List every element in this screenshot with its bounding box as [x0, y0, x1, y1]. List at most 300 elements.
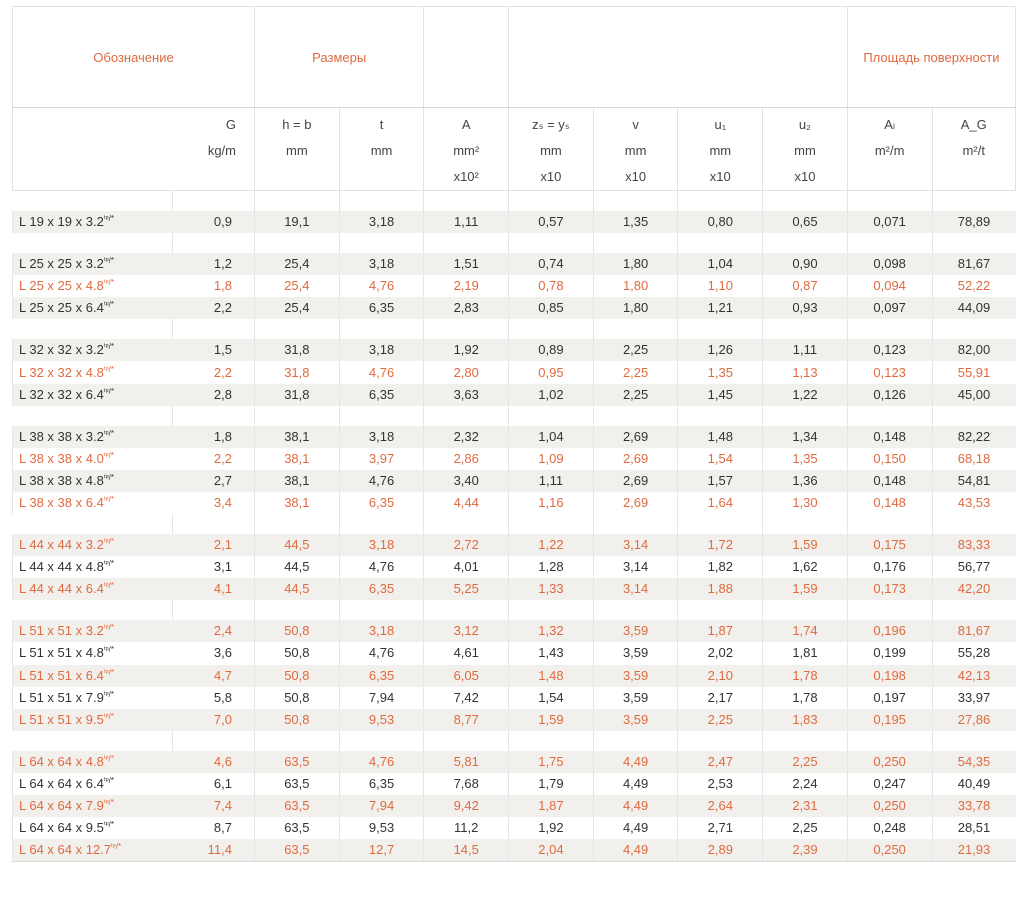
value-cell-g: 1,8 — [213, 278, 232, 294]
value-cell-v: 4,49 — [593, 817, 678, 839]
table-row — [13, 297, 1016, 319]
value-cell-u1: 2,64 — [678, 795, 763, 817]
spacer-cell — [424, 319, 509, 339]
section-name: L 32 x 32 x 4.8 — [19, 364, 104, 380]
value-cell-hb: 50,8 — [255, 709, 340, 731]
header-designation: Обозначение — [13, 7, 255, 108]
unit-header-a — [424, 108, 509, 191]
spacer-cell — [173, 191, 255, 212]
section-designation — [13, 817, 173, 839]
value-cell-g: 3,6 — [213, 645, 232, 661]
value-cell-u1: 1,48 — [678, 426, 763, 448]
value-cell-al: 0,196 — [847, 620, 932, 642]
section-designation — [13, 534, 173, 556]
value-cell-hb: 38,1 — [255, 448, 340, 470]
spacer-cell — [339, 319, 424, 339]
value-cell-a: 1,92 — [424, 339, 509, 361]
unit-header-t — [339, 108, 424, 191]
header-group-row — [13, 7, 1016, 108]
table-row — [13, 839, 1016, 862]
value-cell-v: 4,49 — [593, 751, 678, 773]
value-cell-t: 4,76 — [339, 556, 424, 578]
value-cell-g: 5,8 — [213, 689, 232, 705]
unit-line: u₂ — [798, 117, 812, 132]
value-cell-zy: 1,79 — [509, 773, 594, 795]
unit-line: mm — [540, 143, 562, 158]
section-note-mark: ᵗᵖ/* — [103, 645, 114, 655]
value-cell-g: 3,4 — [213, 494, 232, 510]
value-cell-ag: 54,35 — [932, 751, 1016, 773]
unit-line: m²/t — [962, 143, 985, 158]
value-cell-a: 4,44 — [424, 492, 509, 514]
spacer-cell — [509, 600, 594, 620]
table-row — [13, 211, 1016, 233]
section-note-mark: ᵗᵖ/* — [103, 711, 114, 721]
value-cell-v: 3,59 — [593, 687, 678, 709]
spacer-cell — [255, 600, 340, 620]
value-cell-v: 2,25 — [593, 361, 678, 383]
value-cell-u2: 2,24 — [763, 773, 848, 795]
value-cell-v: 3,14 — [593, 556, 678, 578]
value-cell-hb: 44,5 — [255, 534, 340, 556]
section-name: L 32 x 32 x 6.4 — [19, 386, 104, 402]
section-name: L 32 x 32 x 3.2 — [19, 342, 104, 358]
table-row — [13, 620, 1016, 642]
value-cell-al: 0,248 — [847, 817, 932, 839]
value-cell-g: 1,8 — [173, 426, 255, 448]
value-cell-t: 4,76 — [339, 470, 424, 492]
value-cell-t: 4,76 — [339, 361, 424, 383]
unit-header-zy — [509, 108, 594, 191]
value-cell-hb: 19,1 — [255, 211, 340, 233]
value-cell-g: 6,1 — [213, 775, 232, 791]
value-cell-u1: 0,80 — [678, 211, 763, 233]
value-cell-al: 0,148 — [847, 426, 932, 448]
section-note-mark: ᵗᵖ/* — [103, 300, 114, 310]
value-cell-g: 7,4 — [173, 795, 255, 817]
value-cell-a: 2,72 — [424, 534, 509, 556]
value-cell-hb: 63,5 — [255, 817, 340, 839]
value-cell-t: 6,35 — [339, 384, 424, 406]
section-note-mark: ᵗᵖ/* — [103, 214, 114, 224]
value-cell-ag: 42,20 — [932, 578, 1016, 600]
value-cell-hb: 44,5 — [255, 578, 340, 600]
section-note-mark: ᵗᵖ/* — [103, 494, 114, 504]
spacer-cell — [763, 319, 848, 339]
value-cell-a: 3,12 — [424, 620, 509, 642]
group-spacer-row — [13, 319, 1016, 339]
value-cell-a: 2,32 — [424, 426, 509, 448]
value-cell-g: 3,1 — [213, 559, 232, 575]
value-cell-a: 4,61 — [424, 642, 509, 664]
value-cell-u1: 1,82 — [678, 556, 763, 578]
table-row — [13, 426, 1016, 448]
value-cell-u1: 1,54 — [678, 448, 763, 470]
value-cell-t: 3,18 — [339, 426, 424, 448]
spacer-cell — [932, 191, 1016, 212]
unit-header-g — [173, 108, 255, 191]
value-cell-zy: 1,75 — [509, 751, 594, 773]
value-cell-u1: 2,53 — [678, 773, 763, 795]
value-cell-zy: 1,04 — [509, 426, 594, 448]
header-unit-row — [13, 108, 1016, 191]
value-cell-u2: 0,93 — [763, 297, 848, 319]
section-designation — [13, 253, 173, 275]
spacer-cell — [847, 731, 932, 751]
section-name: L 51 x 51 x 7.9 — [19, 689, 104, 705]
value-cell-v: 4,49 — [593, 795, 678, 817]
group-spacer-row — [13, 191, 1016, 212]
value-cell-hb: 63,5 — [255, 795, 340, 817]
value-cell-al: 0,126 — [847, 384, 932, 406]
value-cell-u2: 1,11 — [763, 339, 848, 361]
table-row — [13, 275, 1016, 297]
section-designation — [13, 275, 173, 297]
value-cell-ag: 68,18 — [932, 448, 1016, 470]
value-cell-al: 0,123 — [847, 361, 932, 383]
spacer-cell — [593, 600, 678, 620]
value-cell-a: 9,42 — [424, 795, 509, 817]
value-cell-a: 14,5 — [424, 839, 509, 862]
value-cell-zy: 1,59 — [509, 709, 594, 731]
spacer-cell — [255, 514, 340, 534]
unit-line: A_G — [960, 117, 987, 132]
value-cell-al: 0,148 — [847, 470, 932, 492]
section-name: L 44 x 44 x 6.4 — [19, 581, 104, 597]
value-cell-u1: 2,71 — [678, 817, 763, 839]
value-cell-al: 0,094 — [847, 275, 932, 297]
value-cell-hb: 31,8 — [255, 384, 340, 406]
value-cell-zy: 0,57 — [509, 211, 594, 233]
unit-line: u₁ — [714, 117, 727, 132]
spacer-cell — [678, 731, 763, 751]
section-note-mark: ᵗᵖ/* — [103, 623, 114, 633]
spacer-cell — [847, 191, 932, 212]
table-row — [13, 578, 1016, 600]
value-cell-u2: 1,30 — [763, 492, 848, 514]
value-cell-u1: 2,89 — [678, 839, 763, 862]
spacer-cell — [255, 233, 340, 253]
section-name: L 64 x 64 x 9.5 — [19, 820, 104, 836]
spacer-cell — [763, 406, 848, 426]
spacer-cell — [13, 319, 173, 339]
value-cell-al: 0,247 — [847, 773, 932, 795]
value-cell-ag: 43,53 — [932, 492, 1016, 514]
spacer-cell — [173, 233, 255, 253]
spacer-cell — [13, 191, 173, 212]
value-cell-v: 4,49 — [593, 773, 678, 795]
unit-line: kg/m — [207, 143, 236, 158]
value-cell-v: 2,69 — [593, 492, 678, 514]
value-cell-hb: 63,5 — [255, 773, 340, 795]
value-cell-t: 3,18 — [339, 253, 424, 275]
spacer-cell — [339, 600, 424, 620]
value-cell-v: 1,80 — [593, 253, 678, 275]
section-note-mark: ᵗᵖ/* — [103, 820, 114, 830]
value-cell-a: 8,77 — [424, 709, 509, 731]
value-cell-g: 1,5 — [173, 339, 255, 361]
spacer-cell — [678, 406, 763, 426]
value-cell-zy: 0,89 — [509, 339, 594, 361]
unit-line: mm² — [453, 143, 480, 158]
spacer-cell — [339, 191, 424, 212]
group-spacer-row — [13, 600, 1016, 620]
spacer-cell — [763, 233, 848, 253]
section-designation — [13, 556, 173, 578]
value-cell-u1: 1,87 — [678, 620, 763, 642]
unit-line: t — [379, 117, 384, 132]
value-cell-a: 2,19 — [424, 275, 509, 297]
spacer-cell — [678, 191, 763, 212]
value-cell-u2: 1,78 — [763, 687, 848, 709]
spacer-cell — [593, 191, 678, 212]
value-cell-t: 4,76 — [339, 751, 424, 773]
spacer-cell — [509, 319, 594, 339]
value-cell-ag: 54,81 — [932, 470, 1016, 492]
value-cell-t: 4,76 — [339, 275, 424, 297]
section-note-mark: ᵗᵖ/* — [103, 537, 114, 547]
table-row — [13, 642, 1016, 664]
value-cell-u1: 2,47 — [678, 751, 763, 773]
value-cell-zy: 1,54 — [509, 687, 594, 709]
value-cell-al: 0,173 — [847, 578, 932, 600]
section-name: L 44 x 44 x 4.8 — [19, 559, 104, 575]
spacer-cell — [932, 319, 1016, 339]
section-note-mark: ᵗᵖ/* — [103, 364, 114, 374]
value-cell-u1: 1,04 — [678, 253, 763, 275]
value-cell-u1: 1,72 — [678, 534, 763, 556]
value-cell-hb: 25,4 — [255, 275, 340, 297]
unit-line: v — [632, 117, 639, 132]
value-cell-g: 2,8 — [173, 384, 255, 406]
header-surface-area: Площадь поверхности — [847, 7, 1015, 108]
table-row — [13, 253, 1016, 275]
value-cell-u1: 1,10 — [678, 275, 763, 297]
value-cell-v: 4,49 — [593, 839, 678, 862]
value-cell-u1: 2,10 — [678, 665, 763, 687]
section-designation — [13, 384, 173, 406]
value-cell-a: 4,01 — [424, 556, 509, 578]
value-cell-u2: 1,59 — [763, 534, 848, 556]
value-cell-a: 1,51 — [424, 253, 509, 275]
value-cell-zy: 1,22 — [509, 534, 594, 556]
section-name: L 25 x 25 x 4.8 — [19, 278, 104, 294]
value-cell-al: 0,123 — [847, 339, 932, 361]
spacer-cell — [424, 406, 509, 426]
spacer-cell — [932, 731, 1016, 751]
section-designation — [13, 839, 173, 862]
value-cell-v: 3,59 — [593, 709, 678, 731]
value-cell-zy: 0,95 — [509, 361, 594, 383]
spacer-cell — [593, 514, 678, 534]
value-cell-al: 0,250 — [847, 751, 932, 773]
value-cell-t: 6,35 — [339, 773, 424, 795]
value-cell-al: 0,148 — [847, 492, 932, 514]
unit-line: G — [225, 117, 236, 132]
value-cell-g: 11,4 — [173, 839, 255, 862]
value-cell-hb: 63,5 — [255, 751, 340, 773]
table-row — [13, 795, 1016, 817]
section-note-mark: ᵗᵖ/* — [103, 278, 114, 288]
value-cell-u1: 1,45 — [678, 384, 763, 406]
value-cell-zy: 1,48 — [509, 665, 594, 687]
value-cell-g: 1,2 — [173, 253, 255, 275]
value-cell-a: 1,11 — [424, 211, 509, 233]
unit-line: x10 — [709, 169, 731, 184]
value-cell-hb: 38,1 — [255, 426, 340, 448]
spacer-cell — [339, 233, 424, 253]
value-cell-g: 2,7 — [173, 470, 255, 492]
value-cell-u1: 1,57 — [678, 470, 763, 492]
value-cell-u1: 2,25 — [678, 709, 763, 731]
spacer-cell — [763, 731, 848, 751]
unit-header-u1 — [678, 108, 763, 191]
unit-header-ag — [932, 108, 1016, 191]
value-cell-ag: 56,77 — [932, 556, 1016, 578]
section-note-mark: ᵗᵖ/* — [103, 667, 114, 677]
value-cell-t: 3,18 — [339, 339, 424, 361]
spacer-cell — [509, 731, 594, 751]
table-row — [13, 534, 1016, 556]
value-cell-u1: 1,88 — [678, 578, 763, 600]
spacer-cell — [932, 233, 1016, 253]
value-cell-u2: 1,13 — [763, 361, 848, 383]
spacer-cell — [678, 514, 763, 534]
value-cell-ag: 55,91 — [932, 361, 1016, 383]
section-designation — [13, 339, 173, 361]
section-note-mark: ᵗᵖ/* — [103, 689, 114, 699]
value-cell-t: 3,18 — [339, 620, 424, 642]
value-cell-g: 4,1 — [173, 578, 255, 600]
spacer-cell — [424, 191, 509, 212]
value-cell-hb: 38,1 — [255, 470, 340, 492]
unit-header-al — [847, 108, 932, 191]
spacer-cell — [593, 319, 678, 339]
section-name: L 51 x 51 x 9.5 — [19, 711, 104, 727]
value-cell-u2: 1,35 — [763, 448, 848, 470]
unit-line: m²/m — [874, 143, 905, 158]
section-designation — [13, 470, 173, 492]
value-cell-u1: 1,26 — [678, 339, 763, 361]
section-designation — [13, 795, 173, 817]
value-cell-u2: 1,81 — [763, 642, 848, 664]
section-designation — [13, 620, 173, 642]
table-row — [13, 556, 1016, 578]
value-cell-hb: 50,8 — [255, 665, 340, 687]
value-cell-g: 0,9 — [173, 211, 255, 233]
spacer-cell — [509, 514, 594, 534]
spacer-cell — [678, 600, 763, 620]
value-cell-zy: 1,16 — [509, 492, 594, 514]
value-cell-g: 8,7 — [213, 820, 232, 836]
value-cell-hb: 44,5 — [255, 556, 340, 578]
value-cell-u2: 1,34 — [763, 426, 848, 448]
section-name: L 25 x 25 x 3.2 — [19, 256, 104, 272]
spacer-cell — [13, 406, 173, 426]
spacer-cell — [678, 319, 763, 339]
value-cell-u2: 1,59 — [763, 578, 848, 600]
spacer-cell — [847, 600, 932, 620]
spacer-cell — [932, 406, 1016, 426]
section-note-mark: ᵗᵖ/* — [103, 472, 114, 482]
value-cell-t: 7,94 — [339, 687, 424, 709]
value-cell-al: 0,199 — [847, 642, 932, 664]
value-cell-ag: 52,22 — [932, 275, 1016, 297]
value-cell-g: 2,4 — [173, 620, 255, 642]
value-cell-zy: 1,28 — [509, 556, 594, 578]
value-cell-u2: 0,90 — [763, 253, 848, 275]
table-row — [13, 817, 1016, 839]
section-note-mark: ᵗᵖ/* — [103, 775, 114, 785]
unit-line: h = b — [282, 117, 312, 132]
section-note-mark: ᵗᵖ/* — [103, 386, 114, 396]
value-cell-zy: 1,32 — [509, 620, 594, 642]
spacer-cell — [173, 731, 255, 751]
section-note-mark: ᵗᵖ/* — [111, 842, 122, 852]
value-cell-g: 4,6 — [173, 751, 255, 773]
value-cell-u1: 1,64 — [678, 492, 763, 514]
value-cell-u2: 2,25 — [763, 817, 848, 839]
section-name: L 38 x 38 x 4.8 — [19, 472, 104, 488]
section-note-mark: ᵗᵖ/* — [103, 753, 114, 763]
group-spacer-row — [13, 233, 1016, 253]
spacer-cell — [678, 233, 763, 253]
section-name: L 64 x 64 x 7.9 — [19, 798, 104, 814]
value-cell-al: 0,098 — [847, 253, 932, 275]
spacer-cell — [509, 406, 594, 426]
value-cell-a: 11,2 — [424, 817, 509, 839]
value-cell-u1: 1,35 — [678, 361, 763, 383]
value-cell-a: 7,42 — [424, 687, 509, 709]
section-designation — [13, 297, 173, 319]
value-cell-u2: 1,22 — [763, 384, 848, 406]
section-designation — [13, 687, 173, 709]
group-spacer-row — [13, 731, 1016, 751]
value-cell-t: 6,35 — [339, 297, 424, 319]
value-cell-zy: 1,02 — [509, 384, 594, 406]
value-cell-u2: 1,62 — [763, 556, 848, 578]
value-cell-ag: 33,97 — [932, 687, 1016, 709]
value-cell-g: 7,0 — [173, 709, 255, 731]
value-cell-al: 0,195 — [847, 709, 932, 731]
value-cell-zy: 0,85 — [509, 297, 594, 319]
value-cell-al: 0,150 — [847, 448, 932, 470]
spacer-cell — [255, 191, 340, 212]
value-cell-a: 5,81 — [424, 751, 509, 773]
value-cell-g: 4,7 — [173, 665, 255, 687]
table-row — [13, 384, 1016, 406]
section-designation — [13, 709, 173, 731]
spacer-cell — [763, 600, 848, 620]
section-designation — [13, 448, 173, 470]
value-cell-a: 6,05 — [424, 665, 509, 687]
table-row — [13, 665, 1016, 687]
unit-header-v — [593, 108, 678, 191]
table-row — [13, 361, 1016, 383]
value-cell-al: 0,197 — [847, 687, 932, 709]
value-cell-t: 3,97 — [339, 448, 424, 470]
spacer-cell — [173, 319, 255, 339]
section-name: L 38 x 38 x 3.2 — [19, 428, 104, 444]
spacer-cell — [424, 731, 509, 751]
unit-header-hb — [255, 108, 340, 191]
value-cell-u1: 2,17 — [678, 687, 763, 709]
value-cell-g: 2,2 — [213, 450, 232, 466]
spacer-cell — [424, 600, 509, 620]
section-name: L 51 x 51 x 6.4 — [19, 667, 104, 683]
value-cell-a: 2,86 — [424, 448, 509, 470]
section-name: L 64 x 64 x 4.8 — [19, 753, 104, 769]
